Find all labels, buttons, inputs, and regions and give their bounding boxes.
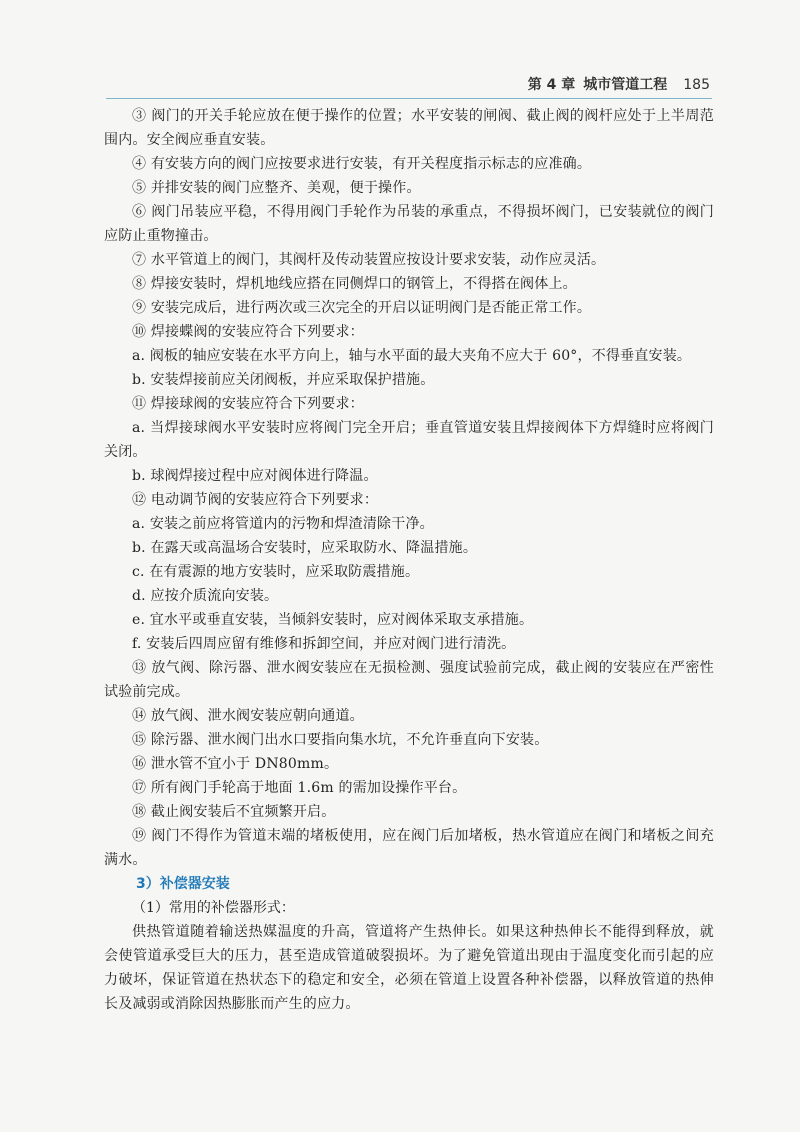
paragraph-item-11b: b. 球阀焊接过程中应对阀体进行降温。 — [132, 468, 378, 484]
section-heading: 3）补偿器安装 — [136, 876, 230, 892]
paragraph-item-13: ⑬ 放气阀、除污器、泄水阀安装应在无损检测、强度试验前完成，截止阀的安装应在严密性试验前完成。 — [104, 660, 714, 700]
paragraph-item-18: ⑱ 截止阀安装后不宜频繁开启。 — [132, 804, 336, 820]
paragraph-item-19: ⑲ 阀门不得作为管道末端的堵板使用，应在阀门后加堵板，热水管道应在阀门和堵板之间充满水。 — [104, 828, 714, 868]
paragraph-item-14: ⑭ 放气阀、泄水阀安装应朝向通道。 — [132, 708, 364, 724]
paragraph-item-15: ⑮ 除污器、泄水阀门出水口要指向集水坑，不允许垂直向下安装。 — [132, 732, 549, 748]
paragraph-item-7: ⑦ 水平管道上的阀门，其阀杆及传动装置应按设计要求安装，动作应灵活。 — [132, 252, 606, 268]
paragraph-item-12: ⑫ 电动调节阀的安装应符合下列要求： — [132, 492, 379, 508]
paragraph-item-10a: a. 阀板的轴应安装在水平方向上，轴与水平面的最大夹角不应大于 60°，不得垂直安装。 — [132, 348, 692, 364]
running-header — [108, 72, 710, 98]
paragraph-item-12e: e. 宜水平或垂直安装，当倾斜安装时，应对阀体采取支承措施。 — [132, 612, 534, 628]
chapter-title: 城市管道工程 — [583, 77, 668, 93]
section-body: 供热管道随着输送热媒温度的升高，管道将产生热伸长。如果这种热伸长不能得到释放，就会使管道承受巨大的压力，甚至造成管道破裂损坏。为了避免管道出现由于温度变化而引起的应力破坏，保证管道在热状态下的稳定和安全，必须在管道上设置各种补偿器，以释放管道的热伸长及减弱或消除因热膨胀而产生的应力。 — [104, 924, 714, 1012]
paragraph-item-12b: b. 在露天或高温场合安装时，应采取防水、降温措施。 — [132, 540, 478, 556]
paragraph-item-17: ⑰ 所有阀门手轮高于地面 1.6m 的需加设操作平台。 — [132, 780, 467, 796]
paragraph-item-11a: a. 当焊接球阀水平安装时应将阀门完全开启；垂直管道安装且焊接阀体下方焊缝时应将阀门关闭。 — [104, 420, 714, 460]
paragraph-item-12c: c. 在有震源的地方安装时，应采取防震措施。 — [132, 564, 420, 580]
paragraph-item-3: ③ 阀门的开关手轮应放在便于操作的位置；水平安装的闸阀、截止阀的阀杆应处于上半周范围内。安全阀应垂直安装。 — [104, 108, 714, 148]
paragraph-item-12a: a. 安装之前应将管道内的污物和焊渣清除干净。 — [132, 516, 434, 532]
paragraph-item-11: ⑪ 焊接球阀的安装应符合下列要求： — [132, 396, 364, 412]
paragraph-item-10b: b. 安装焊接前应关闭阀板，并应采取保护措施。 — [132, 372, 435, 388]
section-subheading: （1）常用的补偿器形式： — [132, 900, 295, 916]
paragraph-item-9: ⑨ 安装完成后，进行两次或三次完全的开启以证明阀门是否能正常工作。 — [132, 300, 592, 316]
chapter-label: 第 4 章 — [527, 77, 576, 93]
paragraph-item-4: ④ 有安装方向的阀门应按要求进行安装，有开关程度指示标志的应准确。 — [132, 156, 592, 172]
paragraph-item-12d: d. 应按介质流向安装。 — [132, 588, 279, 604]
body-text — [104, 104, 714, 1016]
paragraph-item-10: ⑩ 焊接蝶阀的安装应符合下列要求： — [132, 324, 364, 340]
paragraph-item-16: ⑯ 泄水管不宜小于 DN80mm。 — [132, 756, 339, 772]
paragraph-item-12f: f. 安装后四周应留有维修和拆卸空间，并应对阀门进行清洗。 — [132, 636, 516, 652]
paragraph-item-5: ⑤ 并排安装的阀门应整齐、美观，便于操作。 — [132, 180, 421, 196]
page-number: 185 — [683, 77, 710, 93]
paragraph-item-8: ⑧ 焊接安装时，焊机地线应搭在同侧焊口的钢管上，不得搭在阀体上。 — [132, 276, 577, 292]
paragraph-item-6: ⑥ 阀门吊装应平稳，不得用阀门手轮作为吊装的承重点，不得损坏阀门，已安装就位的阀门应防止重物撞击。 — [104, 204, 714, 244]
header-rule — [106, 98, 712, 99]
